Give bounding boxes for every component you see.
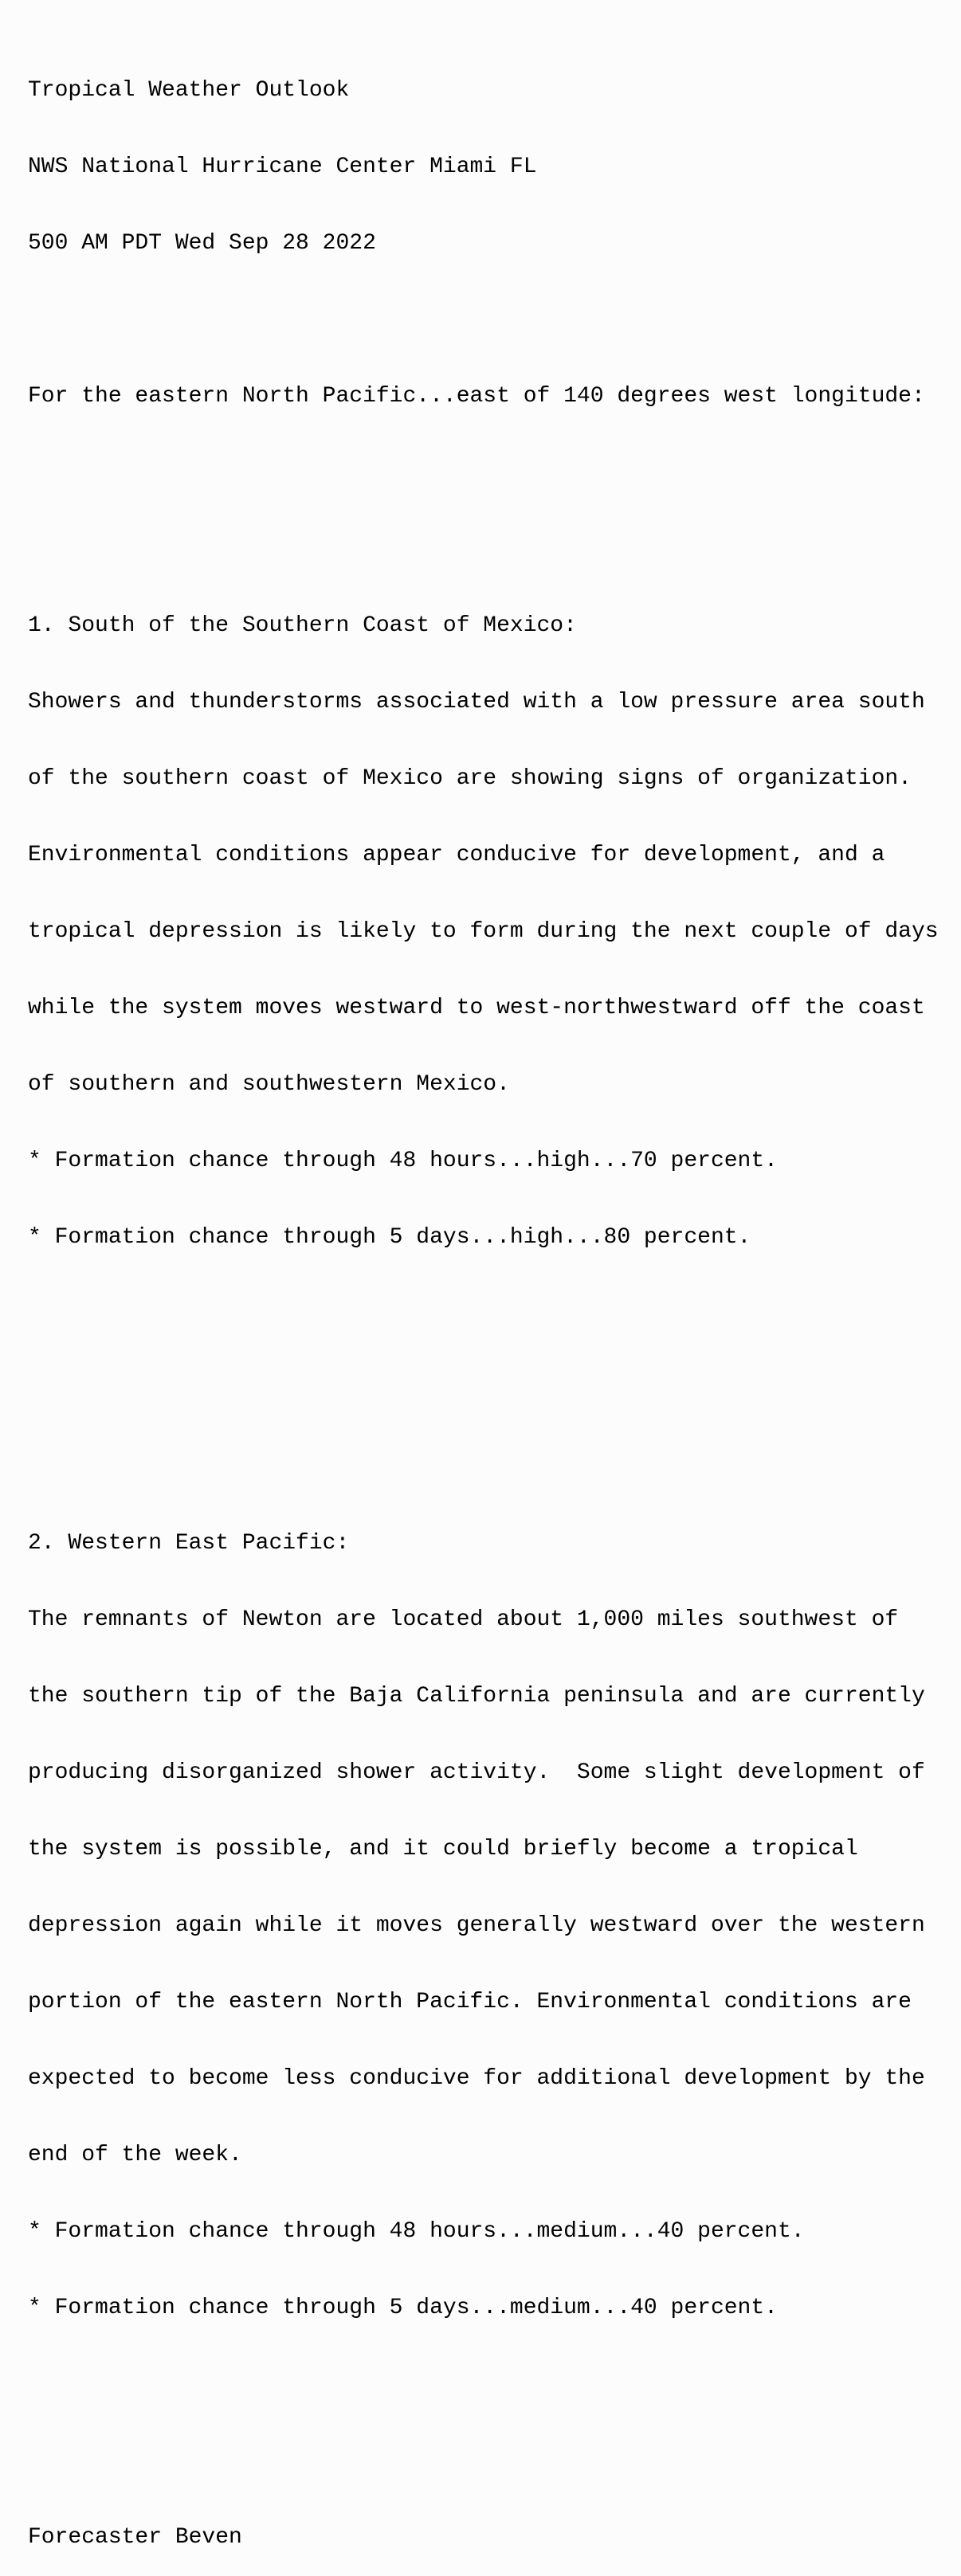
discussion-line: portion of the eastern North Pacific. Environmental conditions are <box>28 1990 912 2014</box>
blank-line <box>28 307 952 333</box>
discussion-line: depression again while it moves generally westward over the western <box>28 1913 925 1938</box>
discussion-line: of southern and southwestern Mexico. <box>28 1072 510 1097</box>
discussion-line: the system is possible, and it could briefly become a tropical <box>28 1837 858 1862</box>
system-heading: 2. Western East Pacific: <box>28 1531 350 1556</box>
discussion-line: Environmental conditions appear conducive for development, and a <box>28 843 885 867</box>
discussion-line: end of the week. <box>28 2143 242 2167</box>
basin-statement: For the eastern North Pacific...east of 140 degrees west longitude: <box>28 384 925 409</box>
system-heading: 1. South of the Southern Coast of Mexico: <box>28 613 577 638</box>
issue-time: 500 AM PDT Wed Sep 28 2022 <box>28 231 376 256</box>
outlook-document <box>28 27 952 2576</box>
discussion-line: expected to become less conducive for additional development by the <box>28 2066 925 2091</box>
formation-chance-5d: * Formation chance through 5 days...high...80 percent. <box>28 1225 751 1250</box>
formation-chance-48h: * Formation chance through 48 hours...high...70 percent. <box>28 1149 778 1173</box>
discussion-line: tropical depression is likely to form during the next couple of days <box>28 919 939 944</box>
formation-chance-48h: * Formation chance through 48 hours...medium...40 percent. <box>28 2219 805 2244</box>
discussion-line: The remnants of Newton are located about 1,000 miles southwest of <box>28 1607 899 1632</box>
discussion-line: Showers and thunderstorms associated with a low pressure area south <box>28 690 925 714</box>
system-2-section <box>28 1480 952 2372</box>
blank-line <box>28 1378 952 1403</box>
issuing-office: NWS National Hurricane Center Miami FL <box>28 155 537 179</box>
formation-chance-5d: * Formation chance through 5 days...medium...40 percent. <box>28 2296 778 2320</box>
system-1-section <box>28 562 952 1302</box>
discussion-line: producing disorganized shower activity. Some slight development of <box>28 1760 925 1785</box>
discussion-line: while the system moves westward to west-northwestward off the coast <box>28 996 925 1020</box>
blank-line <box>28 460 952 486</box>
forecaster-signature: Forecaster Beven <box>28 2525 242 2550</box>
discussion-line: of the southern coast of Mexico are showing signs of organization. <box>28 766 912 791</box>
blank-line <box>28 2449 952 2474</box>
product-title: Tropical Weather Outlook <box>28 78 350 103</box>
discussion-line: the southern tip of the Baja California peninsula and are currently <box>28 1684 925 1709</box>
